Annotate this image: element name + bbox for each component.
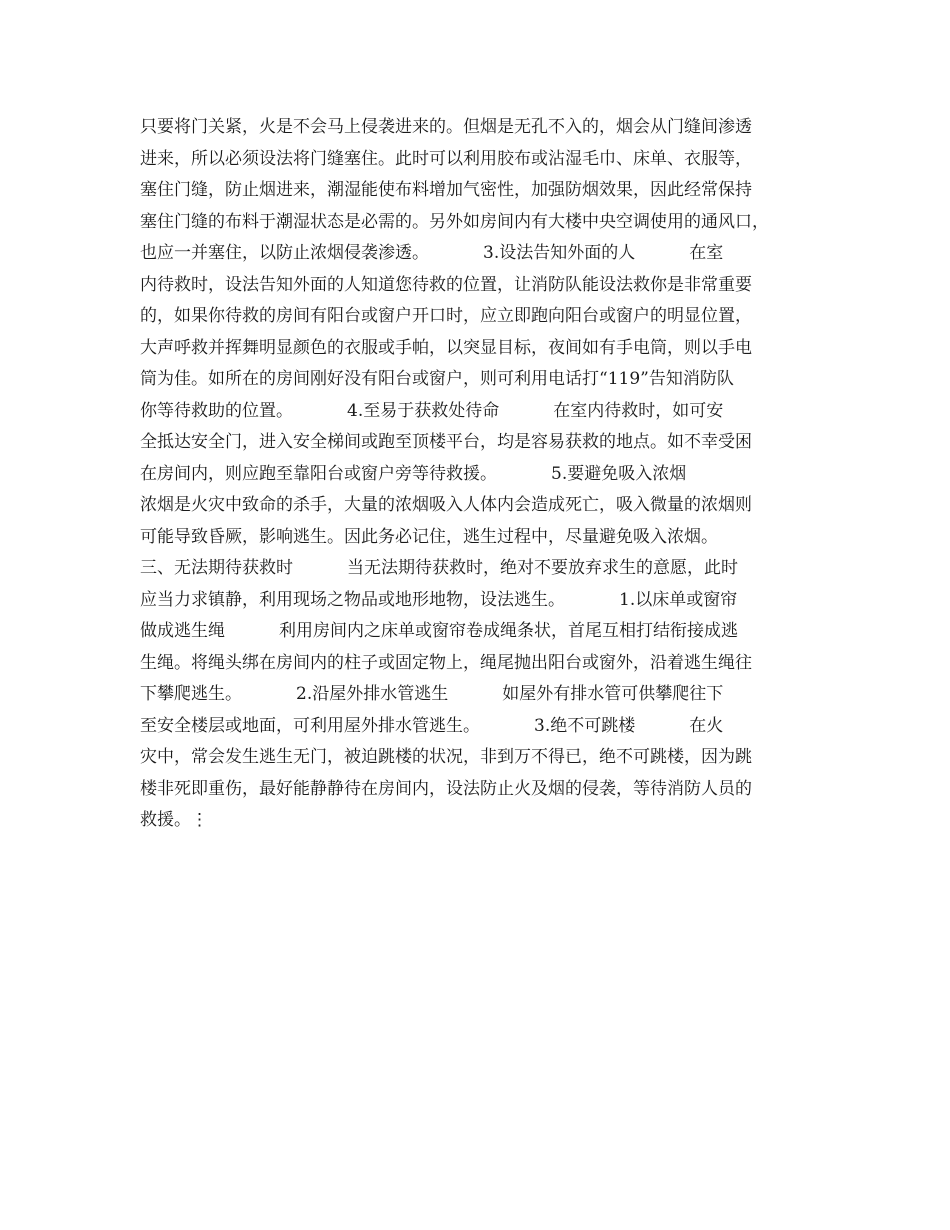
text-line: 至安全楼层或地面，可利用屋外排水管逃生。 3.绝不可跳楼 在火 <box>140 715 724 736</box>
text-line: 全抵达安全门，进入安全梯间或跑至顶楼平台，均是容易获救的地点。如不幸受困 <box>140 432 752 452</box>
text-line: 浓烟是火灾中致命的杀手，大量的浓烟吸入人体内会造成死亡，吸入微量的浓烟则 <box>140 495 752 515</box>
text-line: 你等待救助的位置。 4.至易于获救处待命 在室内待救时，如可安 <box>140 400 724 421</box>
text-line: 楼非死即重伤，最好能静静待在房间内，设法防止火及烟的侵袭，等待消防人员的 <box>140 778 752 799</box>
text-line: 大声呼救并挥舞明显颜色的衣服或手帕，以突显目标，夜间如有手电筒，则以手电 <box>140 337 752 358</box>
text-line: 救援。⋮ <box>140 810 208 830</box>
text-line: 塞住门缝，防止烟进来，潮湿能使布料增加气密性，加强防烟效果，因此经常保持 <box>140 180 752 200</box>
text-line: 生绳。将绳头绑在房间内的柱子或固定物上，绳尾抛出阳台或窗外，沿着逃生绳往 <box>140 652 752 673</box>
text-line: 做成逃生绳 利用房间内之床单或窗帘卷成绳条状，首尾互相打结衔接成逃 <box>140 621 739 641</box>
text-line: 在房间内，则应跑至靠阳台或窗户旁等待救援。 5.要避免吸入浓烟 <box>140 463 687 484</box>
body-text <box>140 112 820 837</box>
text-line: 内待救时，设法告知外面的人知道您待救的位置，让消防队能设法救你是非常重要 <box>140 274 752 295</box>
text-line: 塞住门缝的布料于潮湿状态是必需的。另外如房间内有大楼中央空调使用的通风口， <box>140 211 769 232</box>
text-line: 应当力求镇静，利用现场之物品或地形地物，设法逃生。 1.以床单或窗帘 <box>140 589 738 610</box>
text-line: 三、无法期待获救时 当无法期待获救时，绝对不要放弃求生的意愿，此时 <box>140 558 739 578</box>
text-line: 下攀爬逃生。 2.沿屋外排水管逃生 如屋外有排水管可供攀爬往下 <box>140 684 724 704</box>
text-line: 进来，所以必须设法将门缝塞住。此时可以利用胶布或沾湿毛巾、床单、衣服等， <box>140 148 752 169</box>
text-line: 也应一并塞住，以防止浓烟侵袭渗透。 3.设法告知外面的人 在室 <box>140 243 724 263</box>
text-line: 灾中，常会发生逃生无门，被迫跳楼的状况，非到万不得已，绝不可跳楼，因为跳 <box>140 747 752 767</box>
text-line: 可能导致昏厥，影响逃生。因此务必记住，逃生过程中，尽量避免吸入浓烟。 <box>140 526 718 547</box>
text-line: 筒为佳。如所在的房间刚好没有阳台或窗户，则可利用电话打“119”告知消防队 <box>140 369 734 389</box>
text-line: 的，如果你待救的房间有阳台或窗户开口时，应立即跑向阳台或窗户的明显位置， <box>140 306 752 326</box>
text-line: 只要将门关紧，火是不会马上侵袭进来的。但烟是无孔不入的，烟会从门缝间渗透 <box>140 117 752 137</box>
